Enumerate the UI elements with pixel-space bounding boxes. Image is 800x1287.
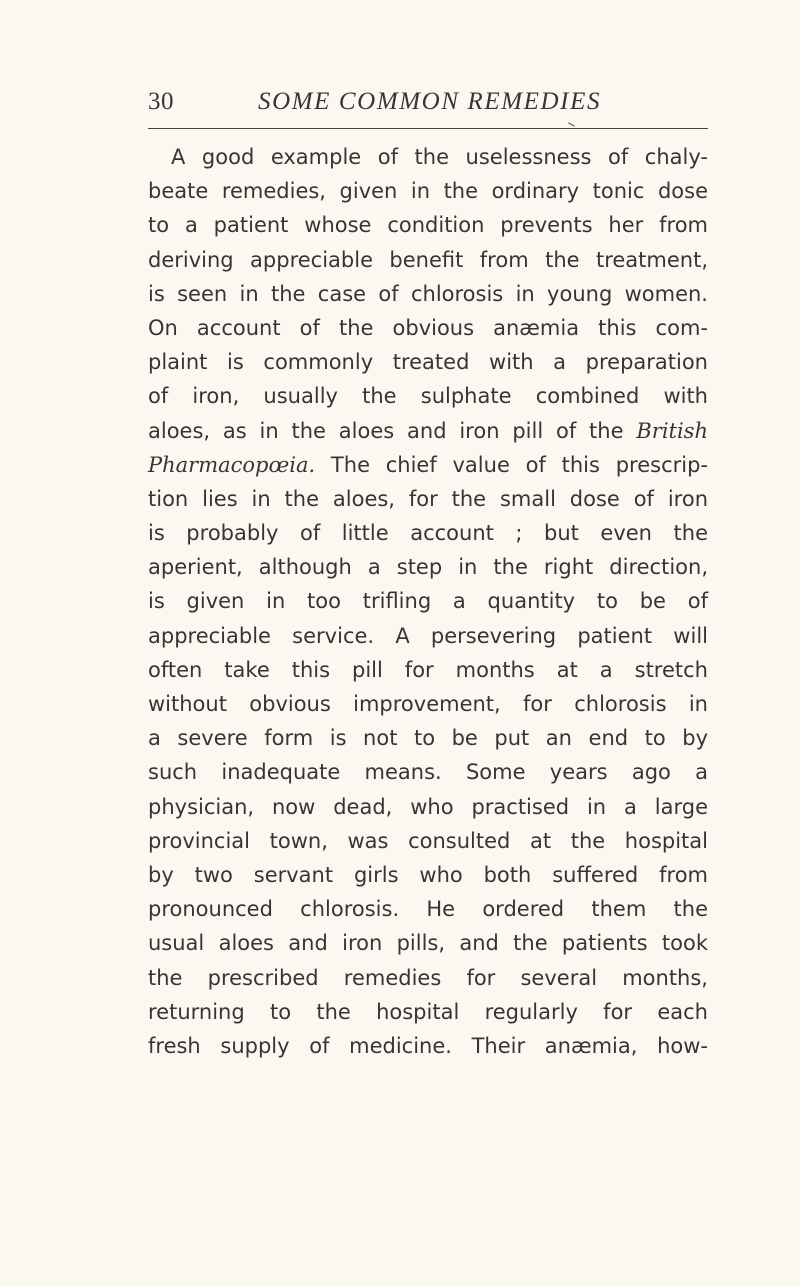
text-line: physician, now dead, who practised in a large [148,794,708,819]
text-line: deriving appreciable benefit from the treatment, [148,247,708,272]
header-rule-mark [568,122,575,126]
text-line: beate remedies, given in the ordinary tonic dose [148,179,708,204]
text-line: A good example of the uselessness of chaly- [171,145,708,169]
page-header [148,88,708,122]
text-line: aloes, as in the aloes and iron pill of the British [148,418,708,443]
text-line: appreciable service. A persevering patient will [148,623,708,648]
text-line: without obvious improvement, for chlorosis in [148,692,708,716]
text-line: aperient, although a step in the right direction, [148,555,708,580]
text-line: is seen in the case of chlorosis in young women. [148,281,708,306]
text-line: usual aloes and iron pills, and the patients took [148,931,708,956]
italic-term: British [636,418,708,443]
text-line: a severe form is not to be put an end to by [148,726,708,751]
text-line: plaint is commonly treated with a preparation [148,350,708,375]
running-head: SOME COMMON REMEDIES [258,88,602,115]
italic-term: Pharmacopœia. [148,452,316,477]
text-line: fresh supply of medicine. Their anæmia, how- [148,1033,708,1058]
header-rule [148,128,708,129]
text-line: provincial town, was consulted at the hospital [148,828,708,853]
text-line: the prescribed remedies for several months, [148,965,708,990]
text-line: pronounced chlorosis. He ordered them the [148,897,708,922]
text-line: is given in too trifling a quantity to be of [148,589,708,614]
text-line: of iron, usually the sulphate combined with [148,384,708,409]
page-number: 30 [148,88,174,115]
text-line: tion lies in the aloes, for the small dose of iron [148,486,708,511]
text-line: by two servant girls who both suffered from [148,862,708,887]
text-line: returning to the hospital regularly for each [148,999,708,1024]
text-line: On account of the obvious anæmia this com- [148,315,708,340]
text-line: such inadequate means. Some years ago a [148,760,708,785]
text-line: is probably of little account ; but even the [148,521,708,546]
body-text [148,140,708,1063]
text-line: often take this pill for months at a stretch [148,657,708,682]
text-line: Pharmacopœia. The chief value of this prescrip- [148,452,708,477]
text-line: to a patient whose condition prevents her from [148,213,708,238]
